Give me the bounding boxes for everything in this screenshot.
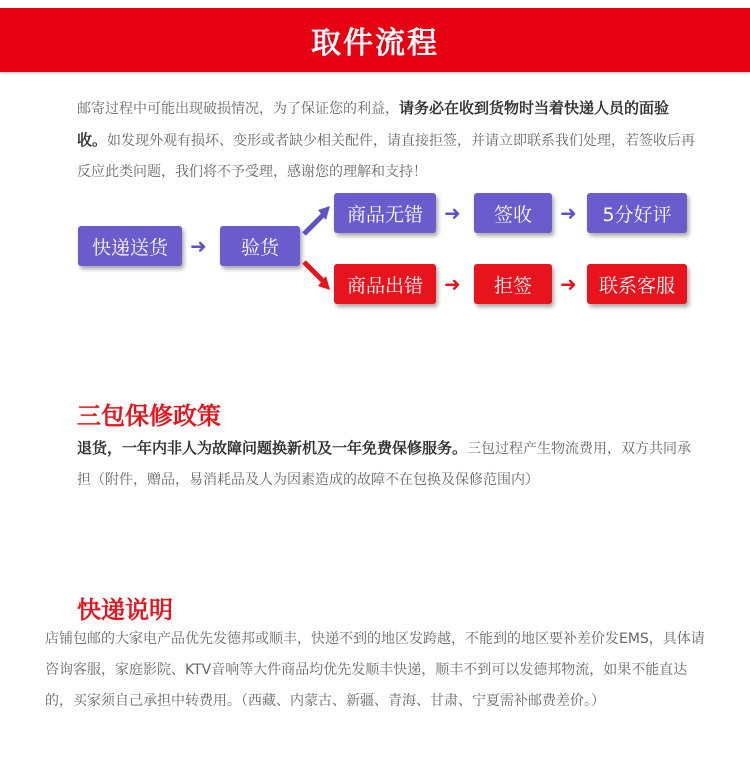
flow-check-box: 验货 — [220, 226, 300, 266]
branch-arrows-icon — [300, 200, 334, 296]
warranty-text-bold: 退货，一年内非人为故障问题换新机及一年免费保修服务。 — [77, 439, 468, 457]
warranty-paragraph — [77, 433, 697, 496]
warranty-text: 三包过程产生物流费用，双方共同承担（附件，赠品，易消耗品及人为因素造成的故障不在包换及保修范围内） — [77, 441, 692, 488]
flow-err-box-3: 联系客服 — [587, 264, 687, 304]
flow-arrow-icon: ➜ — [560, 201, 577, 225]
flow-err-box-1: 商品出错 — [334, 264, 436, 304]
page-title: 取件流程 — [311, 26, 439, 61]
flow-arrow-icon: ➜ — [560, 272, 577, 296]
flow-arrow-icon: ➜ — [190, 234, 207, 258]
header-banner — [0, 8, 750, 72]
flow-ok-box-1: 商品无错 — [334, 193, 436, 233]
intro-text-bold: 请务必在收到货物时当着快递人员的面验收。 — [77, 99, 670, 149]
flow-err-box-2: 拒签 — [474, 264, 552, 304]
flow-ok-box-3: 5分好评 — [587, 193, 687, 233]
flow-arrow-icon: ➜ — [444, 272, 461, 296]
shipping-title: 快递说明 — [77, 596, 173, 624]
intro-text-1: 邮寄过程中可能出现破损情况，为了保证您的利益， — [77, 101, 399, 117]
intro-text-2: 如发现外观有损坏、变形或者缺少相关配件，请直接拒签，并请立即联系我们处理，若签收后再反应此类问题，我们将不予受理，感谢您的理解和支持！ — [77, 133, 696, 180]
shipping-paragraph: 店铺包邮的大家电产品优先发德邦或顺丰，快递不到的地区发跨越，不能到的地区要补差价发EMS，具体请咨询客服，家庭影院、KTV音响等大件商品均优先发顺丰快递，顺丰不到可以发德邦物流，如果不能直达的，买家须自己承担中转费用。（西藏、内蒙古、新疆、青海、甘肃、宁夏需补邮费差价。） — [45, 631, 705, 709]
intro-paragraph — [77, 93, 697, 188]
flow-arrow-icon: ➜ — [444, 201, 461, 225]
warranty-title: 三包保修政策 — [77, 402, 221, 430]
flow-ok-box-2: 签收 — [474, 193, 552, 233]
flow-start-box: 快递送货 — [78, 226, 182, 266]
